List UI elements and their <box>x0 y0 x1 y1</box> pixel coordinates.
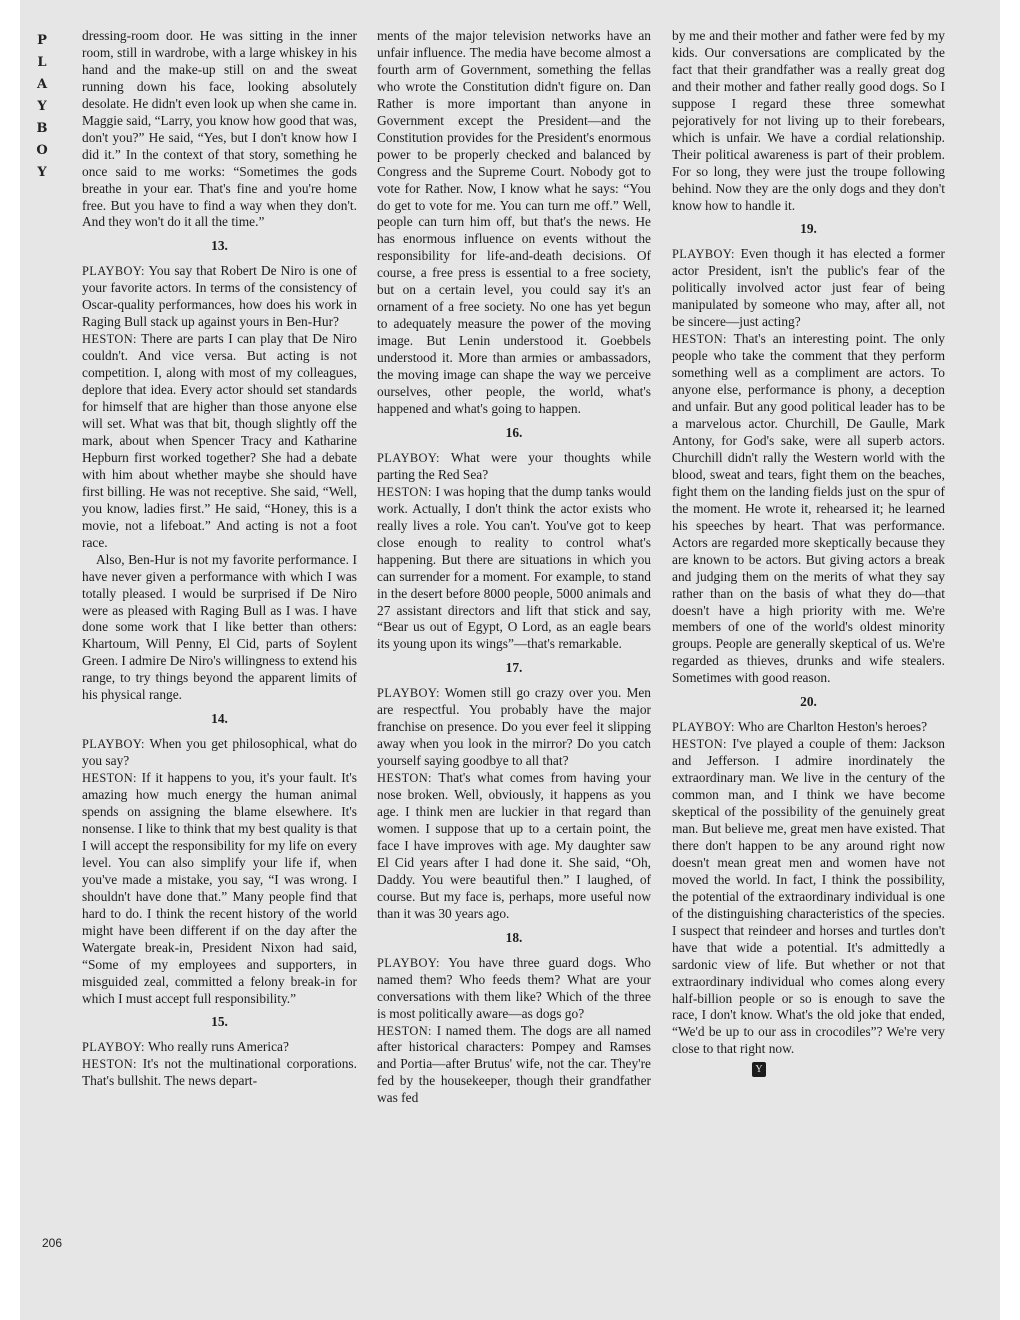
paragraph-text: I named them. The dogs are all named after historical characters: Pompey and Ramses and Portia—after Brutus' wife, not the car. They're fed by the housekeeper, though their grandfather was fed <box>377 1022 651 1106</box>
interviewee-answer <box>82 1056 357 1090</box>
interviewer-question <box>82 1039 357 1056</box>
speaker-label: PLAYBOY: <box>377 686 440 701</box>
end-mark-row <box>672 1058 945 1077</box>
running-magazine-name: P L A Y B O Y <box>36 33 48 180</box>
paragraph-text: What were your thoughts while parting the Red Sea? <box>377 449 651 482</box>
interviewer-question <box>377 685 651 770</box>
interviewer-question <box>672 719 945 736</box>
paragraph-text: I've played a couple of them: Jackson and Jefferson. I admire inordinately the extraordinary man. We live in the century of the common man, and I think we have become skeptical of the possibility of the genuinely great man. But believe me, great men have existed. That there don't happen to be any around right now doesn't mean great men and women have not moved the world. In fact, I think the possibility, the potential of the extraordinary individual is one of the distinguishing characteristics of the species. I suspect that reindeer and horses and turtles don't have that wide a potential. It's admittedly a sardonic view of life. But whether or not that extraordinary individual who comes along every half-billion people or so is enough to save the race, I don't know. What's the old joke that ended, “We'd be up to our ass in crocodiles”? We're very close to that right now. <box>672 736 945 1057</box>
text-column-3 <box>672 28 945 1258</box>
text-column-1 <box>82 28 357 1258</box>
paragraph-text: You say that Robert De Niro is one of your favorite actors. In terms of the consistency of Oscar-quality performances, how does his work in Raging Bull stack up against yours in Ben-Hur? <box>82 263 357 330</box>
interviewee-answer <box>377 1023 651 1108</box>
interviewer-question <box>82 736 357 770</box>
paragraph-text: If it happens to you, it's your fault. It's amazing how much energy the human animal spends on assigning the blame elsewhere. It's nonsense. I like to think that my best quality is that I will accept the responsibility for my life on every level. You can also simplify your life if, when you've made a mistake, you say, “I was wrong. I shouldn't have done that.” Many people find that hard to do. I think the recent history of the world might have been different if on the day after the Watergate break-in, President Nixon had said, “Some of my employees and supporters, in misguided zeal, committed a felony break-in for which I must accept full responsibility.” <box>82 770 357 1006</box>
paragraph-text: I was hoping that the dump tanks would work. Actually, I don't think the actor exists who really lives a role. You can't. You've got to keep close enough to reality to control what's happening. But there are situations in which you can surrender for a moment. For example, to stand in the desert before 8000 people, 5000 animals and 27 assistant directors and lift that stick and say, “Bear us out of Egypt, O Lord, as an eagle bears its young upon its wings”—that's remarkable. <box>377 483 651 652</box>
paragraph-text: ments of the major television networks have an unfair influence. The media have become almost a fourth arm of Government, something the fellas who wrote the Constitution didn't figure on. Dan Rather is more important than anyone in Government except the President—and the Constitution provides for the President's enormous power to be properly checked and balanced by Congress and the Supreme Court. Nobody got to vote for Rather. Now, I know what he says: “You do get to vote for me. You can turn me off.” Well, people can turn him off, but that's the news. He has enormous influence on events without the responsibility for life-and-death decisions. Of course, a free press is essential to a free society, but on a certain level, you could say it's an ornament of a free society. No one has yet begun to adequately measure the power of the moving image. But Lenin understood it. Goebbels understood it. More than armies or ambassadors, the moving image can shape the way we perceive ourselves, other people, the world, what's happened and what's going to happen. <box>377 28 651 416</box>
speaker-label: HESTON: <box>377 771 432 786</box>
speaker-label: PLAYBOY: <box>82 264 145 279</box>
question-number: 13. <box>211 238 228 254</box>
question-number: 20. <box>800 694 817 710</box>
magazine-page <box>20 0 1000 1320</box>
speaker-label: PLAYBOY: <box>82 737 145 752</box>
end-of-article-icon: Y <box>752 1062 766 1077</box>
interviewee-answer <box>377 770 651 923</box>
paragraph-text: Women still go crazy over you. Men are respectful. You probably have the major franchise on presence. Do you ever feel it slipping away when you look in the mirror? Do you catch yourself saying goodbye to all that? <box>377 685 651 769</box>
speaker-label: HESTON: <box>672 737 727 752</box>
paragraph-text: dressing-room door. He was sitting in the inner room, still in wardrobe, with a large whiskey in his hand and the make-up still on and the sweat running down his face, looking absolutely desolate. He didn't even look up when she came in. Maggie said, “Larry, you know how good that was, don't you?” He said, “Yes, but I don't know how I did it.” In the context of that story, something he once said to me works: “Sometimes the gods breathe in your ear. That's fine and you're home free. But you have to find a way when they don't. And they won't do it all the time.” <box>82 28 357 230</box>
speaker-label: HESTON: <box>377 1023 432 1038</box>
speaker-label: HESTON: <box>672 332 727 347</box>
speaker-label: PLAYBOY: <box>82 1040 145 1055</box>
question-number: 15. <box>211 1014 228 1030</box>
interviewee-answer <box>672 736 945 1058</box>
question-number: 17. <box>505 660 523 676</box>
speaker-label: HESTON: <box>82 771 137 786</box>
paragraph-text: You have three guard dogs. Who named them? Who feeds them? What are your conversations with them like? Which of the three is most politically aware—as dogs go? <box>377 954 651 1021</box>
body-paragraph <box>672 28 945 214</box>
body-paragraph <box>82 552 357 705</box>
paragraph-text: Even though it has elected a former actor President, isn't the public's fear of the politically involved actor just fear of being manipulated by someone who may, after all, not be sincere—just acting? <box>672 246 945 330</box>
speaker-label: HESTON: <box>82 1057 137 1072</box>
interviewer-question <box>82 263 357 331</box>
question-number: 19. <box>800 221 817 237</box>
speaker-label: HESTON: <box>82 332 137 347</box>
speaker-label: PLAYBOY: <box>672 247 735 262</box>
interviewee-answer <box>377 484 651 654</box>
paragraph-text: There are parts I can play that De Niro couldn't. And vice versa. But acting is not competition. I, along with most of my colleagues, deplore that idea. Every actor should set standards for himself that are higher than those anyone else will set. What was that bit, though slightly off the mark, about when Spencer Tracy and Katharine Hepburn first worked together? She had a debate with him about whether maybe she should have first billing. He was not receptive. She said, “Well, you know, ladies first.” He said, “Honey, this is a movie, not a lifeboat.” And acting is not a foot race. <box>82 331 357 550</box>
interviewer-question <box>672 246 945 331</box>
paragraph-text: That's an interesting point. The only people who take the comment that they perform something well as a compliment are actors. To anyone else, performance is phony, a deception and unfair. But any good political leader has to be a marvelous actor. Churchill, De Gaulle, Mark Antony, for God's sake, were all superb actors. Churchill didn't rally the Western world with the blood, sweat and tears, fight them on the beaches, fight them on the landing fields just on the spur of the moment. He wrote it, rehearsed it; he learned his speeches by heart. That was performance. Actors are regarded more skeptically because they are known to be actors. But giving actors a break and judging them on the merits of what they say rather than on the basis of what they do—that doesn't have a high priority with me. We're members of one of the world's oldest minority groups. People are generally skeptical of us. We're regarded as thieves, drunks and wife stealers. Sometimes with good reason. <box>672 331 945 686</box>
speaker-label: HESTON: <box>377 484 432 499</box>
body-paragraph <box>377 28 651 418</box>
interviewer-question <box>377 450 651 484</box>
paragraph-text: When you get philosophical, what do you say? <box>82 736 357 769</box>
question-number: 14. <box>211 711 228 727</box>
page-number: 206 <box>42 1236 63 1250</box>
paragraph-text: Who really runs America? <box>148 1039 289 1055</box>
interviewee-answer <box>82 331 357 551</box>
paragraph-text: It's not the multinational corporations. That's bullshit. The news depart- <box>82 1056 357 1089</box>
question-number: 18. <box>505 929 523 945</box>
interviewer-question <box>377 955 651 1023</box>
speaker-label: PLAYBOY: <box>377 450 440 465</box>
question-number: 16. <box>505 424 523 440</box>
speaker-label: PLAYBOY: <box>377 955 440 970</box>
paragraph-text: Who are Charlton Heston's heroes? <box>738 719 928 735</box>
paragraph-text: by me and their mother and father were fed by my kids. Our conversations are complicated by the fact that their grandfather was a really great dog and their mother and father really good dogs. So I suppose I regard these three somewhat pejoratively for not living up to their forebears, which is unfair. We have a cordial relationship. Their political awareness is part of their problem. For so long, they were just the troupe following behind. Now they are the only dogs and they don't know how to handle it. <box>672 28 945 213</box>
paragraph-text: That's what comes from having your nose broken. Well, obviously, it happens as you age. I think men are luckier in that regard than women. I suppose that up to a certain point, the face I have improves with age. My daughter saw El Cid years after I had done it. She said, “Oh, Daddy. You were beautiful then.” I laughed, of course. But my face is, perhaps, more useful now than it was 30 years ago. <box>377 770 651 921</box>
body-paragraph <box>82 28 357 231</box>
interviewee-answer <box>82 770 357 1007</box>
paragraph-text: Also, Ben-Hur is not my favorite performance. I have never given a performance with which I was totally pleased. I would be surprised if De Niro were as pleased with Raging Bull as I was. I have done some work that I like better than others: Khartoum, Will Penny, El Cid, parts of Soylent Green. I admire De Niro's willingness to extend his range, to try things beyond the apparent limits of his physical range. <box>82 551 357 703</box>
speaker-label: PLAYBOY: <box>672 720 735 735</box>
text-column-2 <box>377 28 651 1258</box>
interviewee-answer <box>672 331 945 687</box>
